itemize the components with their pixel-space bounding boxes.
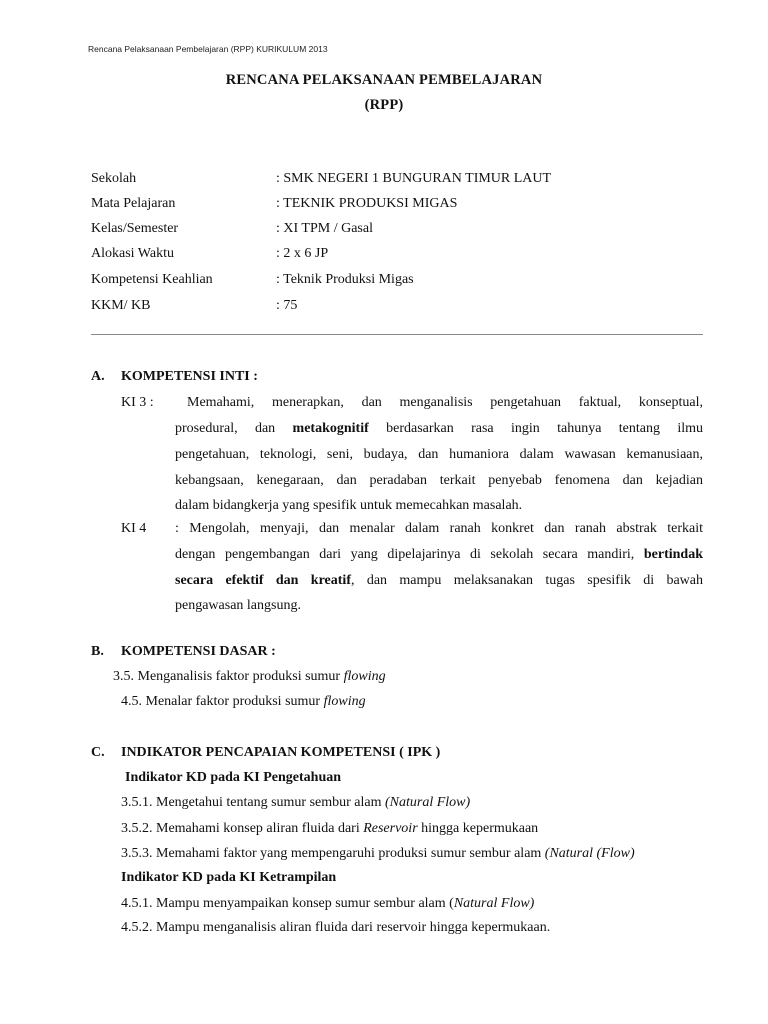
- ki4-line: pengawasan langsung.: [175, 598, 301, 614]
- identity-label: Mata Pelajaran: [91, 196, 176, 211]
- ki4-line3-post: , dan mampu melaksanakan tugas spesifik di bawah: [350, 572, 703, 588]
- ki4-keyword: secara efektif dan kreatif: [175, 572, 351, 588]
- ipk-item: [121, 846, 635, 862]
- identity-label: Kompetensi Keahlian: [91, 272, 213, 287]
- identity-label: KKM/ KB: [91, 298, 151, 313]
- ipk-italic: Natural Flow): [453, 896, 535, 911]
- identity-label: Kelas/Semester: [91, 221, 179, 236]
- ki3-line: dalam bidangkerja yang spesifik untuk memecahkan masalah.: [175, 498, 523, 514]
- kd-italic: flowing: [343, 669, 386, 684]
- ipk-text: 3.5.3. Memahami faktor yang mempengaruhi produksi sumur sembur alam: [121, 846, 545, 861]
- identity-value: : TEKNIK PRODUKSI MIGAS: [276, 196, 458, 211]
- ki3-line: [175, 416, 703, 442]
- ki4-line: [175, 568, 703, 594]
- ipk-text: hingga kepermukaan: [417, 821, 539, 836]
- ki3-line2-pre: prosedural, dan: [175, 421, 276, 436]
- section-c-title: INDIKATOR PENCAPAIAN KOMPETENSI ( IPK ): [121, 745, 441, 760]
- ipk-subheading: Indikator KD pada KI Pengetahuan: [125, 770, 342, 785]
- section-b-title: KOMPETENSI DASAR :: [121, 644, 276, 659]
- kd-item: [121, 694, 366, 710]
- kd-text: 4.5. Menalar faktor produksi sumur: [121, 694, 324, 709]
- document-title: RENCANA PELAKSANAAN PEMBELAJARAN: [225, 72, 543, 88]
- ki3-line: pengetahuan, teknologi, seni, budaya, dan humaniora dalam wawasan kemanusiaan,: [175, 446, 703, 462]
- ipk-subheading: Indikator KD pada KI Ketrampilan: [121, 870, 337, 885]
- ki3-line: kebangsaan, kenegaraan, dan peradaban terkait penyebab fenomena dan kejadian: [175, 472, 703, 488]
- ki3-line: Memahami, menerapkan, dan menganalisis pengetahuan faktual, konseptual,: [187, 395, 703, 410]
- ki3-line2-post: berdasarkan rasa ingin tahunya tentang ilmu: [386, 421, 704, 436]
- identity-value: : XI TPM / Gasal: [276, 221, 373, 236]
- ipk-item: [121, 821, 538, 837]
- ki4-line: : Mengolah, menyaji, dan menalar dalam ranah konkret dan ranah abstrak terkait: [175, 521, 703, 536]
- ki4-label: KI 4: [121, 521, 147, 536]
- kd-item: [113, 669, 386, 685]
- identity-label: Sekolah: [91, 171, 137, 186]
- ki4-keyword: bertindak: [643, 546, 703, 562]
- kd-italic: flowing: [323, 694, 366, 709]
- ipk-item: [121, 795, 470, 811]
- identity-label: Alokasi Waktu: [91, 246, 174, 261]
- kd-text: 3.5. Menganalisis faktor produksi sumur: [113, 669, 344, 684]
- ki3-text: [187, 390, 703, 416]
- ipk-item: [121, 920, 550, 936]
- identity-value: : 75: [276, 298, 298, 313]
- ki4-text: [175, 516, 703, 619]
- ki3-label: KI 3 :: [121, 395, 154, 410]
- ki3-keyword: metakognitif: [292, 421, 369, 436]
- section-a-title: KOMPETENSI INTI :: [121, 369, 258, 384]
- ki4-line: [175, 542, 703, 568]
- identity-value: : SMK NEGERI 1 BUNGURAN TIMUR LAUT: [276, 171, 552, 186]
- ipk-text: 3.5.1. Mengetahui tentang sumur sembur alam: [121, 795, 385, 810]
- running-header: Rencana Pelaksanaan Pembelajaran (RPP) KURIKULUM 2013: [88, 44, 328, 54]
- identity-value: : Teknik Produksi Migas: [276, 272, 414, 287]
- identity-value: : 2 x 6 JP: [276, 246, 329, 261]
- ipk-italic: (Natural (Flow): [544, 846, 635, 861]
- ipk-text: 3.5.2. Memahami konsep aliran fluida dari: [121, 821, 364, 836]
- ipk-italic: Reservoir: [363, 821, 418, 836]
- ipk-text: 4.5.2. Mampu menganalisis aliran fluida dari reservoir hingga kepermukaan.: [121, 920, 551, 935]
- section-b-letter: B.: [91, 644, 104, 659]
- ki3-text-cont: [175, 416, 703, 519]
- document-subtitle: (RPP): [364, 97, 404, 113]
- ipk-item: [121, 896, 534, 912]
- ipk-text: 4.5.1. Mampu menyampaikan konsep sumur sembur alam (: [121, 896, 454, 911]
- section-c-letter: C.: [91, 745, 105, 760]
- section-a-letter: A.: [91, 369, 105, 384]
- ki4-line2-pre: dengan pengembangan dari yang dipelajarinya di sekolah secara mandiri,: [175, 546, 635, 562]
- divider-line: [91, 334, 703, 335]
- ipk-italic: (Natural Flow): [385, 795, 471, 810]
